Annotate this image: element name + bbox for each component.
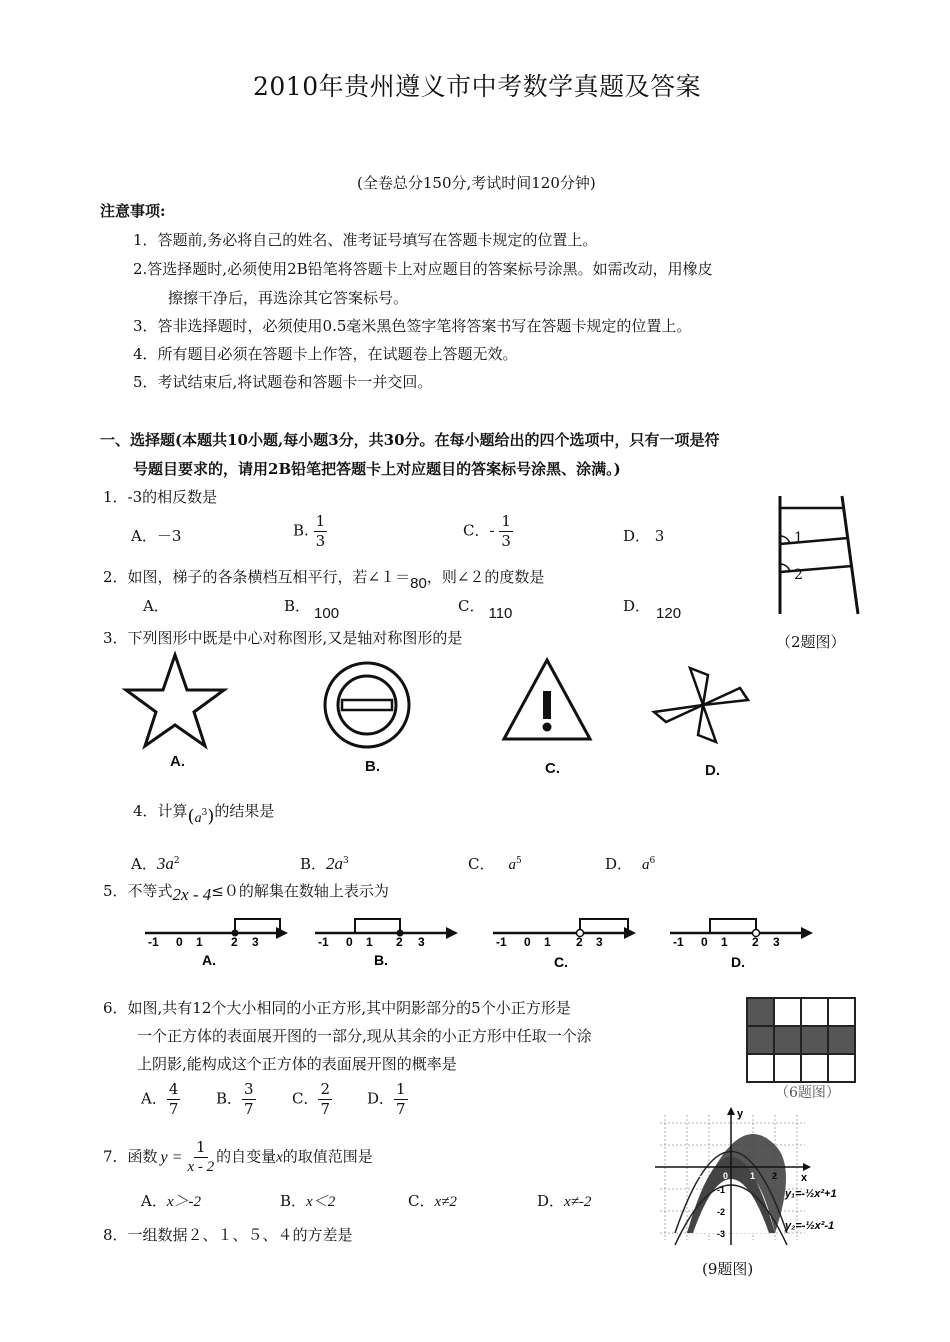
axis-label-y: y xyxy=(737,1108,744,1120)
fraction-numerator: 1 xyxy=(315,512,326,530)
q2-option-b-label: B． xyxy=(284,597,311,615)
q1-option-c xyxy=(463,512,513,551)
fraction-numerator: 1 xyxy=(501,512,511,530)
q7-function-lhs: y = xyxy=(160,1148,183,1166)
tick-y-neg3: -3 xyxy=(717,1229,726,1239)
q4-expression: $(a^3)$ xyxy=(187,806,215,827)
tick-label-c3: 1 xyxy=(544,935,551,949)
q5-stem xyxy=(103,880,389,904)
q7-option-d xyxy=(537,1190,591,1211)
q6-option-b-label: B． xyxy=(216,1089,243,1108)
section-1-heading-cont: 号题目要求的，请用2B铅笔把答题卡上对应题目的答案标号涂黑、涂满。) xyxy=(133,460,621,478)
parabola-eq-2: y₂=-½x²-1 xyxy=(785,1220,835,1232)
q1-option-c-label: C．- xyxy=(463,521,495,540)
q4-option-a xyxy=(131,853,180,874)
q1-option-c-fraction xyxy=(499,512,513,551)
tick-x-2: 2 xyxy=(772,1171,778,1181)
tick-x-0: 0 xyxy=(723,1171,729,1181)
q6-option-c-label: C． xyxy=(292,1089,319,1108)
q4-option-a-label: A． xyxy=(131,855,157,873)
tick-y-neg1: -1 xyxy=(717,1185,726,1195)
q2-option-c-label: C． xyxy=(458,597,485,615)
fraction-denominator: 7 xyxy=(244,1100,254,1118)
tick-x-1: 1 xyxy=(750,1171,756,1181)
tick-x-neg2: -2 xyxy=(677,1171,686,1181)
q5-stem-text-end: ≤０的解集在数轴上表示为 xyxy=(211,882,389,900)
q2-option-b-value: 100 xyxy=(314,605,340,622)
tick-label-d1: -1 xyxy=(673,935,684,949)
q5-label-d: D. xyxy=(731,954,745,970)
tick-label-a3: 1 xyxy=(196,935,203,949)
notice-item-3: 3．答非选择题时，必须使用0.5毫米黑色签字笔将答案书写在答题卡规定的位置上。 xyxy=(133,317,692,335)
q6-option-a xyxy=(141,1080,180,1119)
q2-option-c-value: 110 xyxy=(488,605,513,622)
tick-y-neg2: -2 xyxy=(717,1207,726,1217)
parabola-eq-1: y₁=-½x²+1 xyxy=(785,1188,837,1200)
q4-option-b-label: B． xyxy=(300,855,327,873)
fraction-numerator: 1 xyxy=(396,1080,406,1098)
fraction-denominator: 7 xyxy=(396,1100,406,1118)
q4-option-a-value: 3a xyxy=(156,854,174,873)
tick-label-b5: 3 xyxy=(418,935,425,949)
q4-option-c-exponent: 5 xyxy=(515,856,522,866)
tick-label-a2: 0 xyxy=(176,935,183,949)
q6-option-c xyxy=(292,1080,332,1119)
page-title: 2010年贵州遵义市中考数学真题及答案 xyxy=(253,72,702,101)
tick-label-c5: 3 xyxy=(596,935,603,949)
q2-angle-value: 80 xyxy=(410,575,427,592)
q7-option-c-value: x≠2 xyxy=(434,1194,457,1210)
tick-label-d2: 0 xyxy=(701,935,708,949)
q7-variable: x xyxy=(276,1149,283,1166)
q7-option-c xyxy=(408,1190,457,1211)
fraction-denominator: 7 xyxy=(168,1100,179,1118)
q6-option-b xyxy=(216,1080,256,1119)
q2-stem-text: 2．如图，梯子的各条横档互相平行，若∠１＝ xyxy=(103,568,411,586)
q7-option-b xyxy=(280,1190,335,1211)
q7-stem-text-end: 的取值范围是 xyxy=(282,1147,373,1166)
q1-option-b-fraction xyxy=(314,512,328,551)
q4-stem-text: 4．计算 xyxy=(133,802,188,820)
q7-stem-text-mid: 的自变量 xyxy=(216,1147,277,1166)
notice-heading: 注意事项: xyxy=(100,202,166,220)
pinwheel-figure xyxy=(648,660,758,750)
q3-label-d: D. xyxy=(705,762,720,779)
tick-label-b2: 0 xyxy=(346,935,353,949)
q6-option-a-label: A． xyxy=(141,1089,167,1108)
fraction-numerator: 1 xyxy=(196,1138,206,1156)
q4-option-c-value: a xyxy=(508,857,516,873)
q3-label-a: A. xyxy=(170,753,185,770)
tick-label-b4: 2 xyxy=(396,935,403,949)
fraction-denominator: x - 2 xyxy=(187,1159,215,1175)
q2-option-d-label: D． xyxy=(623,597,651,615)
q2-stem-text-end: ，则∠２的度数是 xyxy=(426,568,545,586)
fraction-numerator: 4 xyxy=(168,1080,179,1098)
q4-option-b-value: 2a xyxy=(326,854,344,873)
q4-option-b xyxy=(300,853,349,874)
number-line-d xyxy=(665,915,825,975)
q5-inequality-expression: 2x - 4 xyxy=(172,885,212,904)
q6-figure-caption-text: （6题图） xyxy=(775,1085,840,1101)
q6-option-d xyxy=(367,1080,408,1119)
q2-option-d-value: 120 xyxy=(656,605,682,622)
notice-item-1: 1．答题前,务必将自己的姓名、准考证号填写在答题卡规定的位置上。 xyxy=(133,231,598,249)
tick-y-1: 1 xyxy=(721,1141,727,1151)
notice-item-5: 5．考试结束后,将试题卷和答题卡一并交回。 xyxy=(133,373,433,391)
q9-figure-caption: (9题图) xyxy=(702,1260,754,1278)
q4-option-d xyxy=(605,853,655,874)
parabola-figure xyxy=(655,1105,870,1245)
fraction-numerator: 3 xyxy=(244,1080,254,1098)
tick-label-b1: -1 xyxy=(318,935,329,949)
q5-label-c: C. xyxy=(554,954,568,970)
notice-item-2-cont: 擦擦干净后，再选涂其它答案标号。 xyxy=(168,289,409,307)
number-line-b xyxy=(310,915,470,975)
q4-stem-text-end: 的结果是 xyxy=(214,802,275,820)
q6-stem-line-1: 6．如图,共有12个大小相同的小正方形,其中阴影部分的5个小正方形是 xyxy=(103,999,571,1017)
q6-option-d-label: D． xyxy=(367,1089,395,1108)
q6-option-b-fraction xyxy=(242,1080,256,1119)
q7-option-d-value: x≠-2 xyxy=(564,1194,592,1210)
q7-option-c-label: C． xyxy=(408,1192,435,1210)
q3-label-c: C. xyxy=(545,760,560,777)
fraction-denominator: 3 xyxy=(501,532,511,550)
axis-label-x: x xyxy=(801,1172,808,1184)
tick-label-d4: 2 xyxy=(752,935,759,949)
q2-stem xyxy=(103,566,545,592)
fraction-denominator: 7 xyxy=(320,1100,331,1118)
square-grid-figure xyxy=(742,993,857,1088)
q6-stem-line-3: 上阴影,能构成这个正方体的表面展开图的概率是 xyxy=(137,1055,457,1073)
q1-option-b-label: B. xyxy=(293,521,309,540)
fraction-denominator: 3 xyxy=(315,532,326,550)
q4-expression-base: a xyxy=(194,811,202,826)
exam-info: (全卷总分150分,考试时间120分钟) xyxy=(357,174,596,192)
q6-stem-line-2: 一个正方体的表面展开图的一部分,现从其余的小正方形中任取一个涂 xyxy=(137,1027,592,1045)
q7-function-fraction xyxy=(185,1138,216,1177)
q4-option-c xyxy=(468,853,522,874)
q4-option-d-value: a xyxy=(642,857,650,873)
q6-figure-caption-partial xyxy=(775,1085,840,1103)
tick-label-b3: 1 xyxy=(366,935,373,949)
tick-label-d3: 1 xyxy=(721,935,728,949)
q8-stem: 8．一组数据２、１、５、４的方差是 xyxy=(103,1226,353,1244)
q6-option-c-fraction xyxy=(318,1080,332,1119)
tick-label-c2: 0 xyxy=(524,935,531,949)
tick-label-a5: 3 xyxy=(252,935,259,949)
q1-option-a: A．－3 xyxy=(131,527,182,545)
q6-option-a-fraction xyxy=(167,1080,181,1119)
ladder-angle-1-label: 1 xyxy=(794,530,803,546)
q7-option-b-value: x＜2 xyxy=(306,1194,336,1210)
q1-option-b xyxy=(293,512,327,551)
q2-option-d xyxy=(623,595,682,622)
tick-label-d5: 3 xyxy=(773,935,780,949)
number-line-a xyxy=(140,915,300,975)
q7-stem xyxy=(103,1138,373,1177)
q4-stem xyxy=(133,800,275,827)
q2-option-a: A． xyxy=(143,597,169,615)
q3-label-b: B. xyxy=(365,758,380,775)
q5-stem-text: 5．不等式 xyxy=(103,882,173,900)
warning-triangle-figure xyxy=(500,655,595,745)
q5-label-b: B. xyxy=(374,952,388,968)
q7-stem-text: 7．函数 xyxy=(103,1147,158,1166)
notice-item-2: 2.答选择题时,必须使用2B铅笔将答题卡上对应题目的答案标号涂黑。如需改动，用橡皮 xyxy=(133,260,713,278)
q4-option-b-exponent: 3 xyxy=(343,856,349,866)
ladder-figure xyxy=(772,496,862,616)
q2-option-c xyxy=(458,595,513,622)
section-1-heading: 一、选择题(本题共10小题,每小题3分，共30分。在每小题给出的四个选项中，只有一项是符 xyxy=(100,431,720,449)
tick-label-a1: -1 xyxy=(148,935,159,949)
q7-option-a-value: x＞-2 xyxy=(166,1194,201,1210)
q3-stem: 3．下列图形中既是中心对称图形,又是轴对称图形的是 xyxy=(103,629,463,647)
notice-item-4: 4．所有题目必须在答题卡上作答，在试题卷上答题无效。 xyxy=(133,345,518,363)
q2-option-b xyxy=(284,595,340,622)
tick-label-a4: 2 xyxy=(231,935,238,949)
q7-option-a xyxy=(141,1190,201,1211)
fraction-numerator: 2 xyxy=(320,1080,331,1098)
q1-stem: 1．-3的相反数是 xyxy=(103,488,218,506)
q1-option-d: D． 3 xyxy=(623,527,665,545)
q5-label-a: A. xyxy=(202,952,216,968)
tick-label-c4: 2 xyxy=(576,935,583,949)
q7-option-d-label: D． xyxy=(537,1192,565,1210)
q4-option-d-exponent: 6 xyxy=(649,856,656,866)
circle-bar-figure xyxy=(322,660,412,750)
q4-expression-exponent: 3 xyxy=(201,808,208,818)
q4-option-c-label: C． xyxy=(468,855,495,873)
q4-option-a-exponent: 2 xyxy=(173,856,180,866)
number-line-c xyxy=(488,915,648,975)
star-figure xyxy=(120,650,230,750)
q6-option-d-fraction xyxy=(394,1080,408,1119)
q4-option-d-label: D． xyxy=(605,855,633,873)
ladder-angle-2-label: 2 xyxy=(794,567,803,583)
q7-option-b-label: B． xyxy=(280,1192,307,1210)
q2-figure-caption: （2题图） xyxy=(776,633,846,651)
tick-x-neg1: -1 xyxy=(699,1171,708,1181)
tick-label-c1: -1 xyxy=(496,935,507,949)
q7-option-a-label: A． xyxy=(141,1192,167,1210)
